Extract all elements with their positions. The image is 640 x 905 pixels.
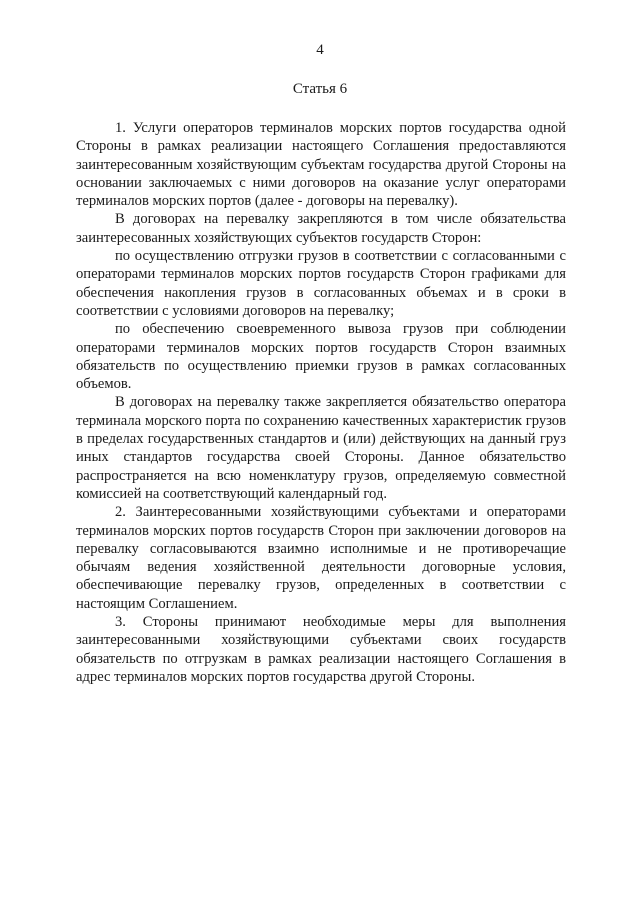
paragraph-2: В договорах на перевалку закрепляются в том числе обязательства заинтересованных хозяйствующих субъектов государств Сторон: (76, 211, 566, 246)
paragraph-4: по обеспечению своевременного вывоза грузов при соблюдении операторами терминалов морских портов государств Сторон взаимных обязательств по осуществлению приемки грузов в рамках согласованных объемов. (76, 321, 566, 393)
page-number: 4 (316, 42, 324, 58)
paragraph-5: В договорах на перевалку также закрепляется обязательство оператора терминала морского порта по сохранению качественных характеристик грузов в пределах государственных стандартов и (или) действующих на данный груз иных стандартов государства своей Стороны. Данное обязательство распространяется на всю номенклатуру грузов, определяемую совместной комиссией на соответствующий календарный год. (76, 394, 566, 502)
paragraph-3: по осуществлению отгрузки грузов в соответствии с согласованными с операторами терминалов морских портов государств Сторон графиками для обеспечения накопления грузов в согласованных объемах и в сроки в соответствии с условиями договоров на перевалку; (76, 248, 566, 319)
paragraph-1: 1. Услуги операторов терминалов морских портов государства одной Стороны в рамках реализации настоящего Соглашения предоставляются заинтересованным хозяйствующим субъектам государства другой Стороны на основании заключаемых с ними договоров на оказание услуг операторами терминалов морских портов (далее - договоры на перевалку). (76, 120, 566, 210)
paragraph-7: 3. Стороны принимают необходимые меры для выполнения заинтересованными хозяйствующими субъектами своих государств обязательств по отгрузкам в рамках реализации настоящего Соглашения в адрес терминалов морских портов государства другой Стороны. (76, 614, 566, 685)
article-title: Статья 6 (292, 81, 348, 97)
paragraph-6: 2. Заинтересованными хозяйствующими субъектами и операторами терминалов морских портов государств Сторон при заключении договоров на перевалку согласовываются взаимно исполнимые и не противоречащие обычаям ведения хозяйственной деятельности договорные условия, обеспечивающие перевалку грузов, определенных в соответствии с настоящим Соглашением. (76, 504, 566, 612)
article-body (76, 119, 566, 686)
